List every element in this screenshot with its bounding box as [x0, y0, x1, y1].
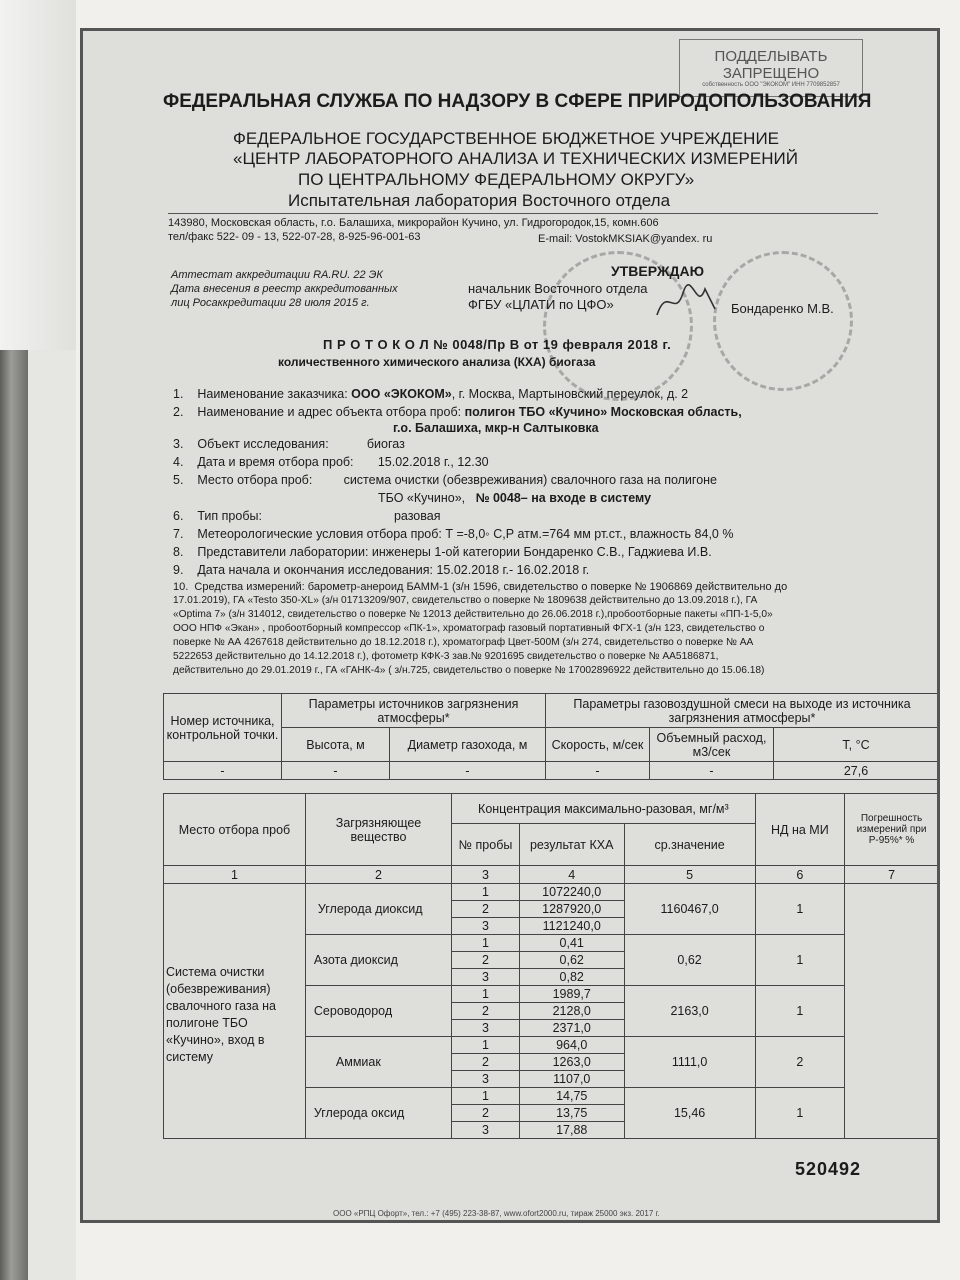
- th-place: Место отбора проб: [164, 794, 306, 866]
- col-number: 5: [624, 866, 755, 884]
- accreditation-line2: Дата внесения в реестр аккредитованных: [171, 283, 398, 295]
- lab-phone: тел/факс 522- 09 - 13, 522-07-28, 8-925-96-001-63: [168, 231, 421, 243]
- sample-cell: 1: [452, 935, 520, 952]
- average-cell: 0,62: [624, 935, 755, 986]
- instruments-line: действительно до 29.01.2019 г., ГА «ГАНК-4» ( з/н.725, свидетельство о поверке № 17002896922 действительно до 15.06.18): [173, 665, 765, 676]
- item-instruments: [173, 581, 787, 593]
- approval-name: Бондаренко М.В.: [731, 301, 834, 316]
- th-temp: Т, °С: [774, 728, 939, 762]
- service-title: ФЕДЕРАЛЬНАЯ СЛУЖБА ПО НАДЗОРУ В СФЕРЕ ПРИРОДОПОЛЬЗОВАНИЯ: [163, 91, 872, 112]
- cell: -: [546, 762, 650, 780]
- item-label: Место отбора проб:: [197, 473, 313, 487]
- substance-cell: Сероводород: [305, 986, 451, 1037]
- approval-position: начальник Восточного отдела: [468, 281, 648, 296]
- item-object-address: [173, 405, 742, 419]
- result-cell: 14,75: [519, 1088, 624, 1105]
- results-table: [163, 793, 939, 1139]
- sample-cell: 2: [452, 901, 520, 918]
- th-params: Параметры источников загрязнения атмосферы*: [282, 694, 546, 728]
- item-research-dates: [173, 563, 589, 577]
- item-label: Средства измерений:: [194, 581, 305, 593]
- nd-cell: 1: [755, 1088, 845, 1139]
- th-average: ср.значение: [624, 824, 755, 866]
- col-number: 3: [452, 866, 520, 884]
- substance-cell: Углерода диоксид: [305, 884, 451, 935]
- result-cell: 964,0: [519, 1037, 624, 1054]
- watermark-line3: собственность ООО "ЭКОКОМ" ИНН 7709852857: [702, 82, 840, 88]
- item-value: биогаз: [366, 437, 405, 451]
- item-number: 7.: [173, 527, 184, 541]
- sample-cell: 3: [452, 969, 520, 986]
- nd-cell: 1: [755, 935, 845, 986]
- sample-cell: 3: [452, 1122, 520, 1139]
- item-number: 8.: [173, 545, 184, 559]
- item-extra: ТБО «Кучино»,: [378, 491, 466, 505]
- col-number: 4: [519, 866, 624, 884]
- th-source: Номер источника, контрольной точки.: [164, 694, 282, 762]
- item-number: 2.: [173, 405, 184, 419]
- form-number: 520492: [795, 1159, 862, 1179]
- item-number: 1.: [173, 387, 184, 401]
- error-cell: [845, 884, 939, 1139]
- item-extra: , г. Москва, Мартыновский переулок, д. 2: [451, 387, 689, 401]
- item-object-address-2: г.о. Балашиха, мкр-н Салтыковка: [393, 421, 599, 435]
- printer-footer: ООО «РПЦ Офорт», тел.: +7 (495) 223-38-87, www.ofort2000.ru, тираж 25000 экз. 2017 г.: [333, 1209, 660, 1218]
- institution-line2: «ЦЕНТР ЛАБОРАТОРНОГО АНАЛИЗА И ТЕХНИЧЕСКИХ ИЗМЕРЕНИЙ: [233, 149, 798, 168]
- item-sampling-place-2: [378, 491, 651, 505]
- th-sample: № пробы: [452, 824, 520, 866]
- result-cell: 1121240,0: [519, 918, 624, 935]
- watermark-box: [679, 39, 863, 97]
- nd-cell: 2: [755, 1037, 845, 1088]
- th-speed: Скорость, м/сек: [546, 728, 650, 762]
- sample-cell: 3: [452, 1071, 520, 1088]
- item-label: Тип пробы:: [197, 509, 262, 523]
- result-cell: 1287920,0: [519, 901, 624, 918]
- sample-cell: 2: [452, 1054, 520, 1071]
- result-cell: 17,88: [519, 1122, 624, 1139]
- sample-cell: 3: [452, 1020, 520, 1037]
- approval-title: УТВЕРЖДАЮ: [611, 263, 705, 279]
- cell: -: [282, 762, 390, 780]
- institution-line3: ПО ЦЕНТРАЛЬНОМУ ФЕДЕРАЛЬНОМУ ОКРУГУ»: [298, 170, 695, 189]
- item-value: барометр-анероид БАММ-1 (з/н 1596, свидетельство о поверке № 1906869 действительно до: [307, 581, 788, 593]
- item-label: Дата начала и окончания исследования: 15.02.2018 г.- 16.02.2018 г.: [197, 563, 590, 577]
- item-value: система очистки (обезвреживания) свалочного газа на полигоне: [343, 473, 718, 487]
- protocol-subtitle: количественного химического анализа (КХА) биогаза: [278, 355, 596, 369]
- protocol-document: [80, 28, 940, 1223]
- result-cell: 2371,0: [519, 1020, 624, 1037]
- cell: -: [164, 762, 282, 780]
- item-label: Метеорологические условия отбора проб: Т =-8,0◦ С,Р атм.=764 мм рт.ст., влажность 84,0 %: [197, 527, 734, 541]
- th-result: результат КХА: [519, 824, 624, 866]
- item-extra-bold: № 0048– на входе в систему: [475, 491, 652, 505]
- institution-line1: ФЕДЕРАЛЬНОЕ ГОСУДАРСТВЕННОЕ БЮДЖЕТНОЕ УЧРЕЖДЕНИЕ: [233, 129, 780, 148]
- lab-address: 143980, Московская область, г.о. Балашиха, микрорайон Кучино, ул. Гидрогородок,15, комн.606: [168, 217, 659, 229]
- sample-cell: 1: [452, 1088, 520, 1105]
- table-row: [164, 884, 939, 901]
- watermark-line2: ЗАПРЕЩЕНО: [722, 65, 820, 82]
- item-research-object: [173, 437, 405, 451]
- th-gas: Параметры газовоздушной смеси на выходе из источника загрязнения атмосферы*: [546, 694, 939, 728]
- round-stamp: [713, 251, 853, 391]
- average-cell: 15,46: [624, 1088, 755, 1139]
- th-volume: Объемный расход, м3/сек: [650, 728, 774, 762]
- sample-cell: 2: [452, 1003, 520, 1020]
- instruments-line: 5222653 действительно до 14.12.2018 г.), фотометр КФК-3 зав.№ 9201695 свидетельство о поверке № АА5186871,: [173, 651, 719, 662]
- item-customer: [173, 387, 688, 401]
- col-number: 1: [164, 866, 306, 884]
- item-label: Представители лаборатории: инженеры 1-ой категории Бондаренко С.В., Гаджиева И.В.: [197, 545, 712, 559]
- nd-cell: 1: [755, 986, 845, 1037]
- sample-cell: 3: [452, 918, 520, 935]
- th-height: Высота, м: [282, 728, 390, 762]
- item-number: 3.: [173, 437, 184, 451]
- item-number: 5.: [173, 473, 184, 487]
- cell: -: [650, 762, 774, 780]
- item-value: полигон ТБО «Кучино» Московская область,: [464, 405, 742, 419]
- sample-cell: 1: [452, 1037, 520, 1054]
- item-number: 9.: [173, 563, 184, 577]
- item-sample-type: [173, 509, 440, 523]
- item-label: Объект исследования:: [197, 437, 329, 451]
- item-label: Дата и время отбора проб:: [197, 455, 354, 469]
- result-cell: 1263,0: [519, 1054, 624, 1071]
- nd-cell: 1: [755, 884, 845, 935]
- col-number: 2: [305, 866, 451, 884]
- item-representatives: [173, 545, 712, 559]
- header-divider: [168, 213, 878, 214]
- watermark-line1: ПОДДЕЛЫВАТЬ: [714, 48, 828, 65]
- item-value: разовая: [393, 509, 441, 523]
- result-cell: 1107,0: [519, 1071, 624, 1088]
- item-sampling-date: [173, 455, 489, 469]
- th-nd: НД на МИ: [755, 794, 845, 866]
- result-cell: 13,75: [519, 1105, 624, 1122]
- item-weather: [173, 527, 733, 541]
- cell: -: [390, 762, 546, 780]
- signature-icon: [653, 279, 723, 323]
- sample-cell: 1: [452, 986, 520, 1003]
- result-cell: 2128,0: [519, 1003, 624, 1020]
- instruments-line: поверке № АА 4267618 действительно до 18.12.2018 г.), хроматограф Цвет-500М (з/н 274, свидетельство о поверке № АА: [173, 637, 754, 648]
- average-cell: 1160467,0: [624, 884, 755, 935]
- lab-name: Испытательная лаборатория Восточного отдела: [288, 191, 671, 210]
- instruments-line: ООО НПФ «Экан» , пробоотборный компрессор «ПК-1», хроматограф газовый портативный ФГХ-1 (з/н 123, свидетельство о: [173, 623, 765, 634]
- binder-clip: [0, 350, 28, 1280]
- th-substance: Загрязняющее вещество: [305, 794, 451, 866]
- item-value: ООО «ЭКОКОМ»: [351, 387, 452, 401]
- item-number: 10.: [173, 581, 189, 593]
- result-cell: 1989,7: [519, 986, 624, 1003]
- approval-org: ФГБУ «ЦЛАТИ по ЦФО»: [468, 297, 614, 312]
- lab-email: E-mail: VostokMKSIAK@yandex. ru: [538, 233, 713, 245]
- th-concentration: Концентрация максимально-разовая, мг/м³: [452, 794, 755, 824]
- sample-cell: 2: [452, 952, 520, 969]
- table-row: [164, 762, 939, 780]
- item-number: 6.: [173, 509, 184, 523]
- cell: 27,6: [774, 762, 939, 780]
- sample-cell: 1: [452, 884, 520, 901]
- item-sampling-place: [173, 473, 717, 487]
- col-number: 6: [755, 866, 845, 884]
- item-value: 15.02.2018 г., 12.30: [377, 455, 489, 469]
- accreditation-line1: Аттестат аккредитации RA.RU. 22 ЭК: [171, 269, 383, 281]
- result-cell: 0,41: [519, 935, 624, 952]
- item-number: 4.: [173, 455, 184, 469]
- result-cell: 0,82: [519, 969, 624, 986]
- average-cell: 2163,0: [624, 986, 755, 1037]
- item-label: Наименование заказчика:: [197, 387, 348, 401]
- result-cell: 1072240,0: [519, 884, 624, 901]
- col-number: 7: [845, 866, 939, 884]
- sample-cell: 2: [452, 1105, 520, 1122]
- column-numbers-row: [164, 866, 939, 884]
- accreditation-line3: лиц Росаккредитации 28 июля 2015 г.: [171, 297, 370, 309]
- substance-cell: Углерода оксид: [305, 1088, 451, 1139]
- substance-cell: Азота диоксид: [305, 935, 451, 986]
- th-error: Погрешность измерений при Р-95%* %: [845, 794, 939, 866]
- item-label: Наименование и адрес объекта отбора проб:: [197, 405, 462, 419]
- result-cell: 0,62: [519, 952, 624, 969]
- sampling-place-cell: Система очистки (обезвреживания) свалочного газа на полигоне ТБО «Кучино», вход в систему: [164, 884, 306, 1139]
- source-params-table: [163, 693, 939, 780]
- instruments-line: «Optima 7» (з/н 314012, свидетельство о поверке № 12013 действительно до 26.06.2018 г.),пробоотборные пакеты «ПП-1-5,0»: [173, 609, 773, 620]
- average-cell: 1111,0: [624, 1037, 755, 1088]
- th-diameter: Диаметр газохода, м: [390, 728, 546, 762]
- instruments-line: 17.01.2019), ГА «Testo 350-XL» (з/н 01713209/907, свидетельство о поверке № 1809638 действительно до 13.09.2018 г.), ГА: [173, 595, 758, 606]
- substance-cell: Аммиак: [305, 1037, 451, 1088]
- protocol-title: П Р О Т О К О Л № 0048/Пр В от 19 февраля 2018 г.: [323, 337, 672, 352]
